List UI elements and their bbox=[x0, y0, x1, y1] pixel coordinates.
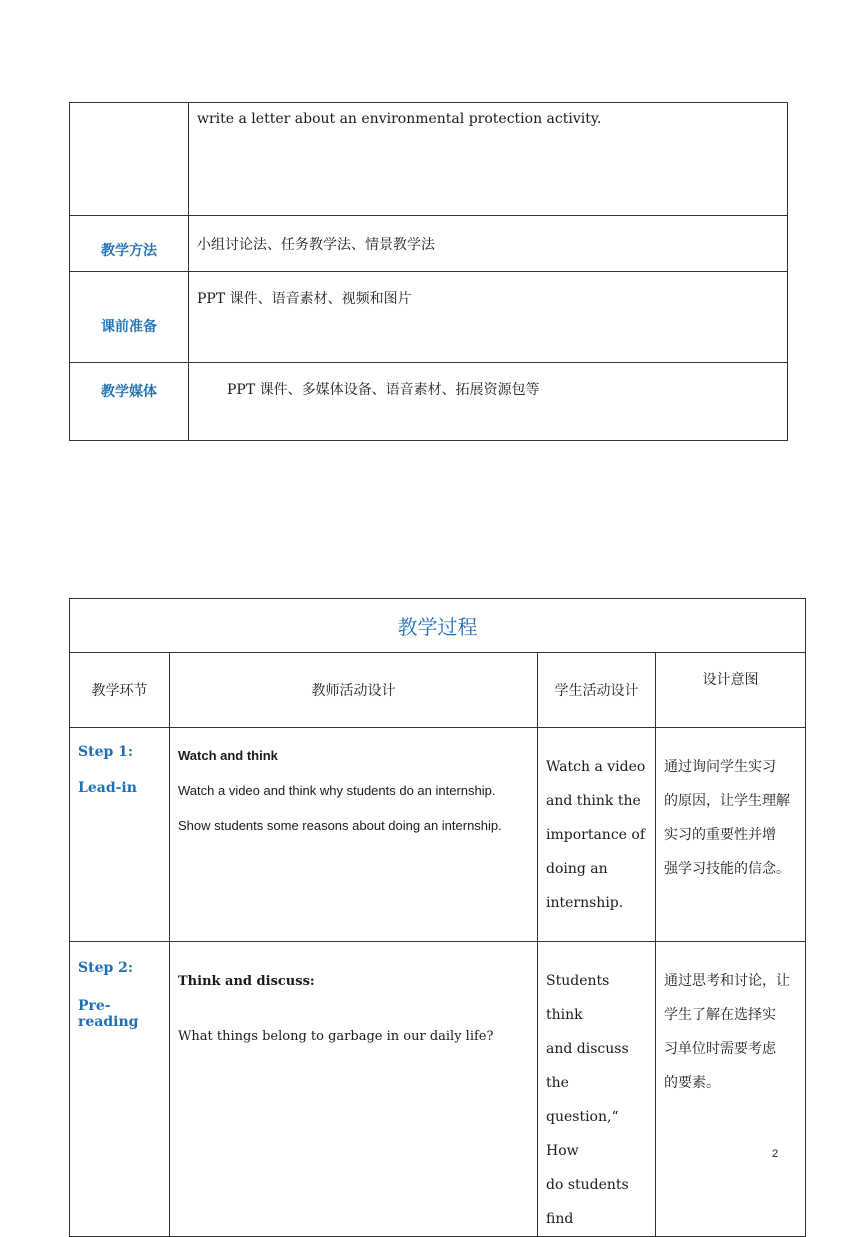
info-label: 教学方法 bbox=[70, 216, 189, 272]
design-intent-cell: 通过询问学生实习 的原因，让学生理解 实习的重要性并增 强学习技能的信念。 bbox=[656, 728, 806, 942]
process-table bbox=[69, 598, 806, 1237]
teacher-activity-cell: Think and discuss: What things belong to garbage in our daily life? bbox=[170, 942, 538, 1237]
info-content: PPT 课件、多媒体设备、语音素材、拓展资源包等 bbox=[189, 363, 788, 441]
header-cell: 设计意图 bbox=[656, 653, 806, 728]
header-cell: 教学环节 bbox=[70, 653, 170, 728]
teacher-activity-cell: Watch and think Watch a video and think why students do an internship. Show students some reasons about doing an internship. bbox=[170, 728, 538, 942]
step-cell: Step 2: Pre-reading bbox=[70, 942, 170, 1237]
table-row bbox=[70, 728, 806, 942]
student-activity-cell: Watch a video and think the importance of doing an internship. bbox=[538, 728, 656, 942]
info-label: 教学媒体 bbox=[70, 363, 189, 441]
info-label bbox=[70, 103, 189, 216]
header-cell: 教师活动设计 bbox=[170, 653, 538, 728]
info-label: 课前准备 bbox=[70, 272, 189, 363]
info-content: PPT 课件、语音素材、视频和图片 bbox=[189, 272, 788, 363]
student-activity-cell: Students think and discuss the question,“ How do students find bbox=[538, 942, 656, 1237]
step-cell: Step 1: Lead-in bbox=[70, 728, 170, 942]
info-content: write a letter about an environmental protection activity. bbox=[189, 103, 788, 216]
design-intent-cell: 通过思考和讨论，让 学生了解在选择实 习单位时需要考虑 的要素。 bbox=[656, 942, 806, 1237]
page-number: 2 bbox=[772, 1148, 779, 1160]
process-title: 教学过程 bbox=[70, 599, 806, 653]
table-row bbox=[70, 942, 806, 1237]
header-cell: 学生活动设计 bbox=[538, 653, 656, 728]
info-content: 小组讨论法、任务教学法、情景教学法 bbox=[189, 216, 788, 272]
info-table bbox=[69, 102, 788, 441]
